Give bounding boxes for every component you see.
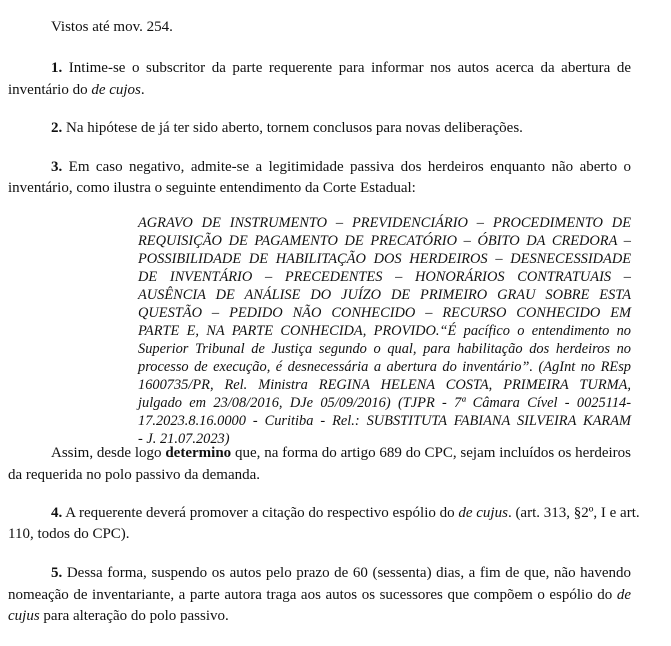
quote-line: REQUISIÇÃO DE PAGAMENTO DE PRECATÓRIO – ÓBITO DA CREDORA – [138,233,631,249]
item-3-text: Em caso negativo, admite-se a legitimidade passiva dos herdeiros enquanto não aberto o [68,159,631,175]
item-4-text-2: . (art. 313, §2º, I e art. [507,505,640,521]
item-4-line-2: 110, todos do CPC). [8,526,130,542]
quote-line: AGRAVO DE INSTRUMENTO – PREVIDENCIÁRIO – PROCEDIMENTO DE [138,215,631,231]
de-cujos-term: de cujos [91,82,141,98]
item-1-line-2 [8,80,145,100]
determino-term: determino [165,445,232,461]
determination-text-2: que, na forma do artigo 689 do CPC, sejam incluídos os herdeiros [231,445,631,461]
determination-text: Assim, desde logo [51,445,166,461]
item-1-number: 1. [51,60,63,76]
determination-line-1 [51,443,631,463]
de-term: de [616,587,631,603]
item-4-line-1 [51,503,640,523]
vistos-line: Vistos até mov. 254. [51,19,173,35]
item-1-text: Intime-se o subscritor da parte requerente para informar nos autos acerca da abertura de [68,60,632,76]
item-4-text: A requerente deverá promover a citação do respectivo espólio do [65,505,459,521]
item-5-text: Dessa forma, suspendo os autos pelo prazo de 60 (sessenta) dias, a fim de que, não havendo [66,565,631,581]
item-5-text-2: nomeação de inventariante, a parte autora traga aos autos os sucessores que compõem o espólio do [8,587,617,603]
quote-line: PARTE E, NA PARTE CONHECIDA, PROVIDO.“É pacífico o entendimento no [138,323,631,339]
item-5-line-1 [51,563,631,583]
quote-line: DE INVENTÁRIO – PRECEDENTES – HONORÁRIOS CONTRATUAIS – [138,269,631,285]
item-2-text: Na hipótese de já ter sido aberto, tornem conclusos para novas deliberações. [66,120,523,136]
quote-line: Superior Tribunal de Justiça segundo o qual, para habilitação dos herdeiros no [138,341,631,357]
quote-line: 17.2023.8.16.0000 - Curitiba - Rel.: SUBSTITUTA FABIANA SILVEIRA KARAM [138,413,631,429]
item-1-line-1 [51,58,631,78]
quote-line: AUSÊNCIA DE ANÁLISE DO JUÍZO DE PRIMEIRO GRAU SOBRE ESTA [138,287,631,303]
cujus-term: cujus [8,608,40,624]
item-5-number: 5. [51,565,63,581]
quote-line: POSSIBILIDADE DE HABILITAÇÃO DOS HERDEIROS – DESNECESSIDADE [138,251,631,267]
determination-line-2: da requerida no polo passivo da demanda. [8,467,261,483]
item-5-text-3: para alteração do polo passivo. [39,608,229,624]
item-5-line-3 [8,606,229,626]
item-3-line-2: inventário, como ilustra o seguinte entendimento da Corte Estadual: [8,180,416,196]
item-3-number: 3. [51,159,63,175]
item-3-line-1 [51,157,631,177]
item-1-period: . [140,82,145,98]
item-2-line [51,118,523,138]
de-cujus-term: de cujus [458,505,508,521]
quote-line: processo de execução, é desnecessária a abertura do inventário”. (AgInt no REsp [138,359,631,375]
item-5-line-2 [8,585,631,605]
quote-line: - J. 21.07.2023) [138,431,230,447]
quote-line: julgado em 23/08/2016, DJe 05/09/2016) (TJPR - 7ª Câmara Cível - 0025114- [138,395,631,411]
item-4-number: 4. [51,505,63,521]
item-1-text-2: inventário do [8,82,92,98]
quote-line: QUESTÃO – PEDIDO NÃO CONHECIDO – RECURSO CONHECIDO EM [138,305,631,321]
quote-line: 1600735/PR, Rel. Ministra REGINA HELENA COSTA, PRIMEIRA TURMA, [138,377,631,393]
item-2-number: 2. [51,120,63,136]
